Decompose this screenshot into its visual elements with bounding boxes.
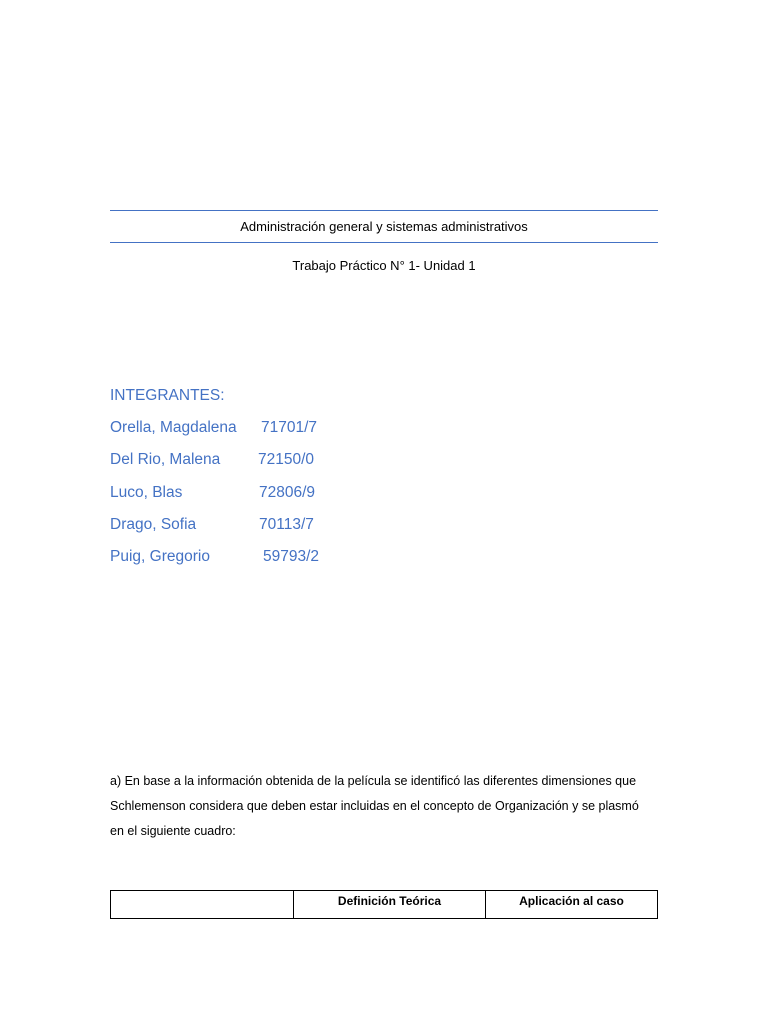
member-name: Orella, Magdalena [110, 419, 237, 436]
table-header-aplicacion-al-caso: Aplicación al caso [519, 894, 624, 908]
member-name: Puig, Gregorio [110, 548, 210, 566]
member-id: 71701/7 [261, 419, 318, 436]
member-name: Luco, Blas [110, 483, 183, 501]
member-row [110, 415, 318, 447]
table-header-cell-empty [111, 891, 294, 918]
course-title: Administración general y sistemas administrativos [240, 219, 528, 234]
member-id: 59793/2 [263, 548, 320, 566]
members-heading: INTEGRANTES: [110, 387, 225, 404]
members-section [110, 383, 320, 576]
paragraph-line: a) En base a la información obtenida de la película se identificó las diferentes dimensiones que [110, 774, 637, 788]
title-top-rule [110, 210, 658, 211]
member-row [110, 480, 316, 512]
table-header-definicion-teorica: Definición Teórica [294, 891, 486, 918]
question-a-paragraph [110, 770, 670, 845]
member-id: 72806/9 [259, 483, 316, 501]
member-row [110, 544, 320, 576]
member-name: Drago, Sofia [110, 515, 197, 533]
dimensions-table-header-row [110, 890, 658, 919]
member-id: 70113/7 [259, 515, 314, 533]
paragraph-line: Schlemenson considera que deben estar incluidas en el concepto de Organización y se plasmó [110, 799, 639, 813]
paragraph-line: en el siguiente cuadro: [110, 824, 236, 838]
member-row [110, 512, 314, 544]
member-row [110, 447, 315, 479]
member-id: 72150/0 [258, 451, 315, 469]
member-name: Del Rio, Malena [110, 451, 221, 469]
assignment-subtitle: Trabajo Práctico N° 1- Unidad 1 [292, 258, 476, 273]
title-bottom-rule [110, 242, 658, 243]
